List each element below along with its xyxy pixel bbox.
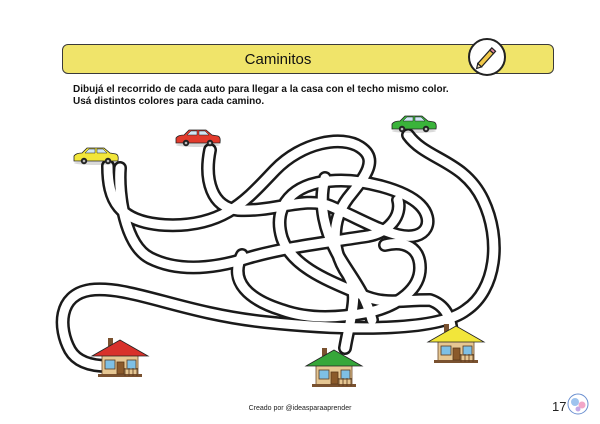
green-car [392, 116, 436, 133]
yellow-roof-house [428, 324, 484, 363]
green-roof [306, 350, 362, 366]
credit-text: Creado por @ideasparaaprender [248, 405, 352, 412]
page-number: 17 [552, 399, 567, 414]
red-roof [92, 340, 148, 356]
instruction-line-1: Dibujá el recorrido de cada auto para llegar a la casa con el techo mismo color. [73, 84, 449, 95]
yellow-car [74, 148, 118, 165]
red-car-body [176, 130, 220, 147]
green-car-body [392, 116, 436, 133]
maze-road-fills [63, 135, 494, 366]
green-roof-house [306, 348, 362, 387]
page-title: Caminitos [244, 51, 312, 68]
red-car [176, 130, 220, 147]
instruction-line-2: Usá distintos colores para cada camino. [73, 96, 265, 107]
yellow-car-body [74, 148, 118, 165]
